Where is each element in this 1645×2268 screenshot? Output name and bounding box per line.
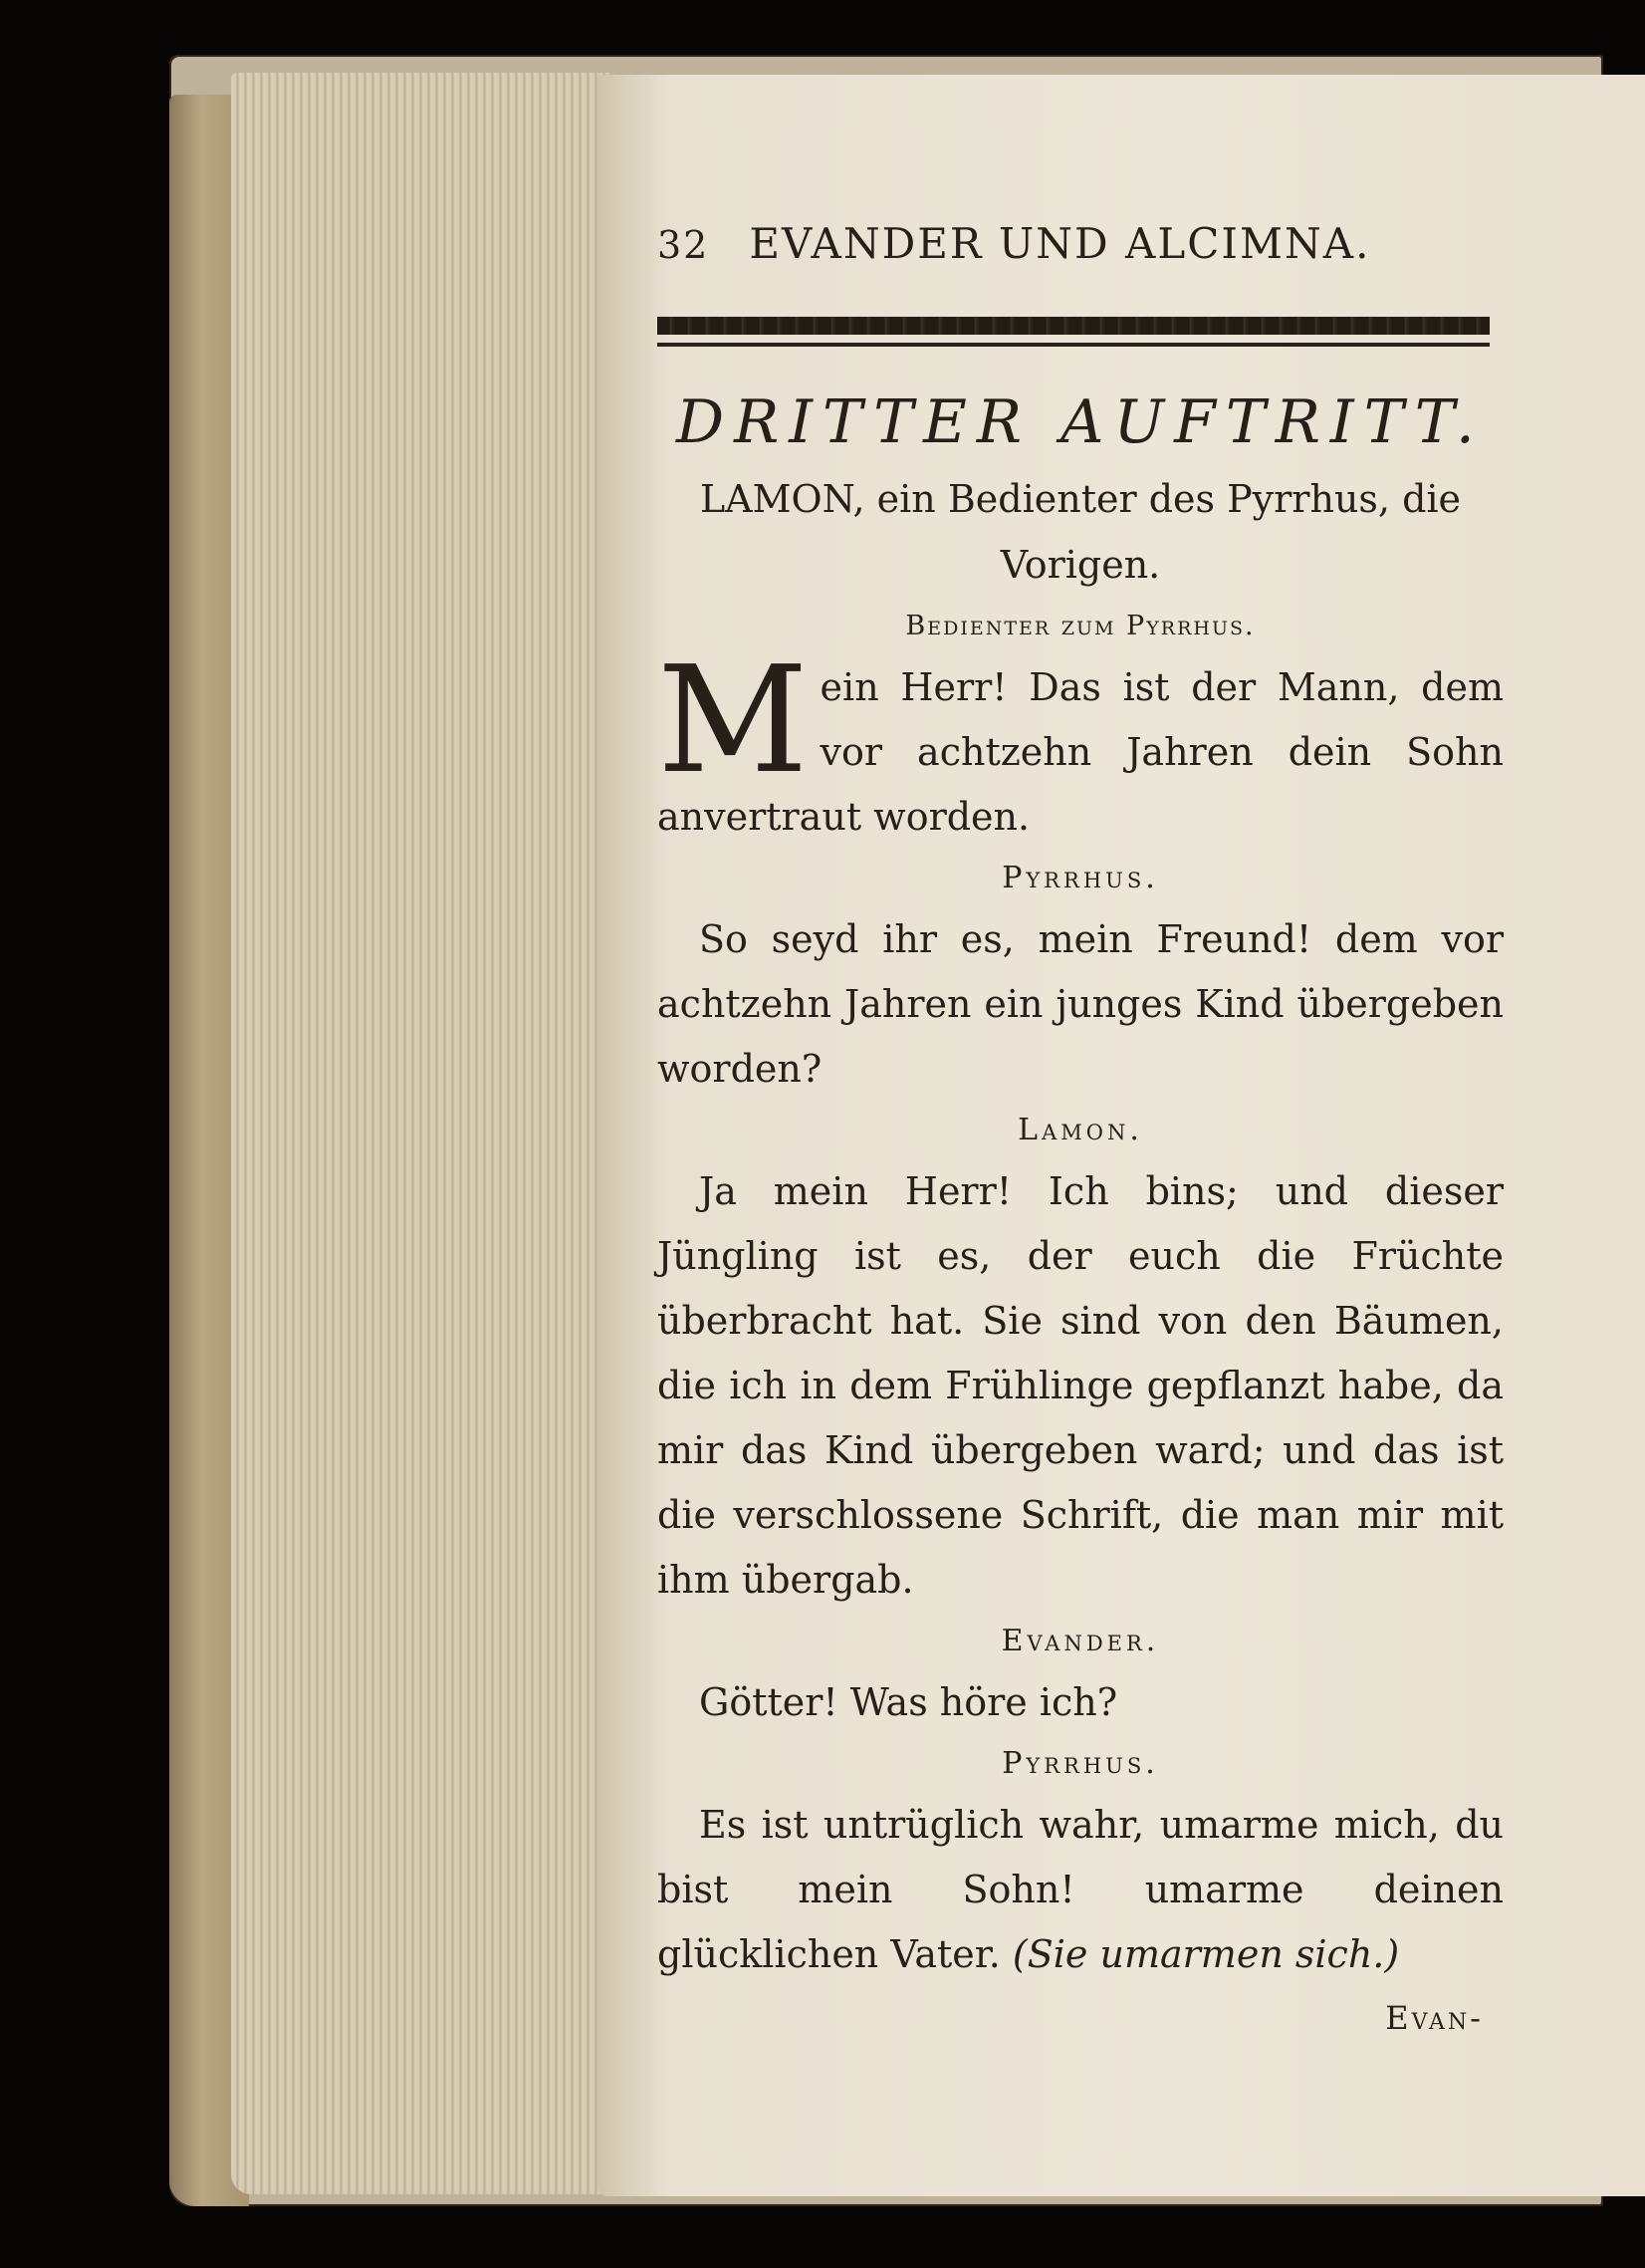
speaker-label: Bedienter zum Pyrrhus. <box>905 611 1256 641</box>
page-stack <box>231 73 609 2194</box>
speech-paragraph <box>657 1793 1504 1987</box>
stage-direction: (Sie umarmen sich.) <box>1012 1932 1400 1976</box>
running-header <box>657 219 1504 279</box>
speech-paragraph: Ja mein Herr! Ich bins; und dieser Jüngling ist es, der euch die Früchte überbracht hat. Sie sind von den Bäumen, die ich in dem Frühlinge gepflanzt habe, da mir das Kind übergeben ward; und das ist die verschlossene Schrift, die man mir mit ihm übergab. <box>657 1169 1504 1602</box>
header-rule-thick <box>657 317 1490 335</box>
page-number: 32 <box>657 223 710 267</box>
running-title: EVANDER UND ALCIMNA. <box>749 219 1371 268</box>
speech-text: Es ist untrüglich wahr, umarme mich, du bist mein Sohn! umarme deinen glücklichen Vater. <box>657 1803 1504 1976</box>
header-rule-thin <box>657 343 1490 347</box>
speech-text: ein Herr! Das ist der Mann, dem vor achtzehn Jahren dein Sohn anvertraut worden. <box>657 665 1504 839</box>
speech-paragraph: So seyd ihr es, mein Freund! dem vor achtzehn Jahren ein junges Kind übergeben worden? <box>657 917 1504 1091</box>
scene-title: DRITTER AUFTRITT. <box>675 387 1485 457</box>
speech-paragraph <box>657 634 1504 850</box>
catchword: Evan- <box>1385 1999 1484 2037</box>
cast-list: LAMON, ein Bedienter des Pyrrhus, die Vorigen. <box>699 477 1462 587</box>
page-text <box>657 219 1504 2037</box>
speaker-label: Pyrrhus. <box>1002 1746 1159 1781</box>
speaker-label: Evander. <box>1001 1624 1160 1658</box>
speaker-label: Pyrrhus. <box>1002 861 1159 895</box>
speaker-label: Lamon. <box>1018 1113 1143 1147</box>
speech-paragraph: Götter! Was höre ich? <box>699 1680 1118 1724</box>
drop-cap: M <box>657 634 809 806</box>
